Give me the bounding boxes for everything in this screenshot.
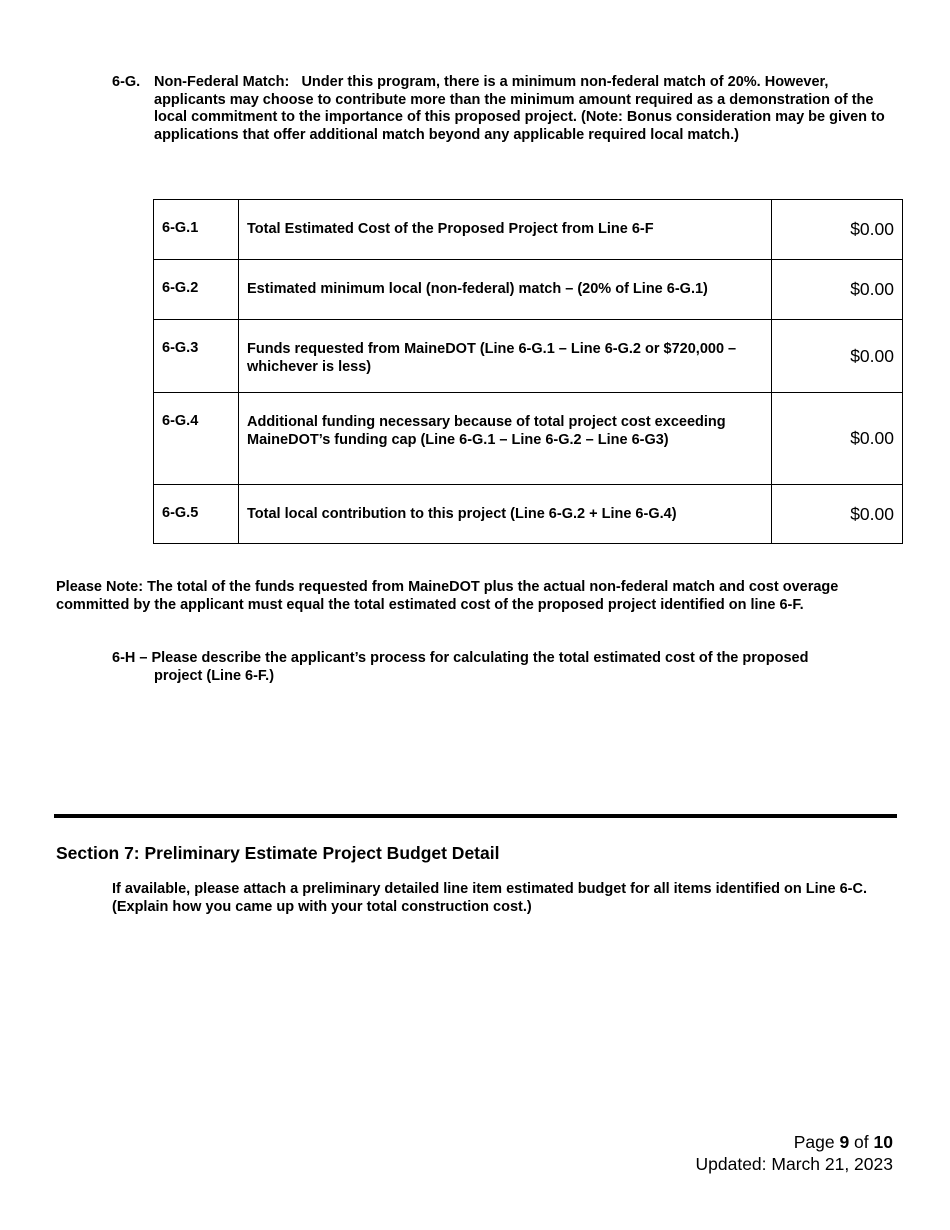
- row-amount-field[interactable]: $0.00: [772, 320, 903, 393]
- total-pages: 10: [873, 1132, 893, 1152]
- page-prefix: Page: [793, 1132, 835, 1152]
- row-description: Additional funding necessary because of total project cost exceeding MaineDOT’s funding cap (Line 6-G.1 – Line 6-G.2 – Line 6-G3): [239, 393, 772, 485]
- row-amount-field[interactable]: $0.00: [772, 200, 903, 260]
- section-6h-line1: 6-H – Please describe the applicant’s process for calculating the total estimated cost of the proposed: [112, 650, 809, 666]
- page-of: of: [854, 1132, 869, 1152]
- section-divider: [54, 814, 897, 818]
- please-note: Please Note: The total of the funds requested from MaineDOT plus the actual non-federal match and cost overage committed by the applicant must equal the total estimated cost of the proposed project identified on line 6-F.: [56, 579, 839, 613]
- page-number: [696, 1131, 894, 1153]
- page-footer: [696, 1131, 894, 1175]
- section-6g-heading: Non-Federal Match:: [154, 74, 290, 90]
- row-amount-field[interactable]: $0.00: [772, 393, 903, 485]
- row-code: 6-G.4: [154, 393, 239, 485]
- section-7-instructions: If available, please attach a preliminary detailed line item estimated budget for all items identified on Line 6-C. (Explain how you came up with your total construction cost.): [112, 881, 868, 915]
- section-7-title: Section 7: Preliminary Estimate Project Budget Detail: [56, 843, 500, 863]
- section-6g-first-line: [112, 74, 902, 92]
- row-description: Total local contribution to this project (Line 6-G.2 + Line 6-G.4): [239, 485, 772, 544]
- row-code: 6-G.2: [154, 260, 239, 320]
- row-amount-field[interactable]: $0.00: [772, 260, 903, 320]
- section-6g: [112, 74, 902, 144]
- table-row: [154, 320, 903, 393]
- table-row: [154, 393, 903, 485]
- table-row: [154, 260, 903, 320]
- row-description: Estimated minimum local (non-federal) match – (20% of Line 6-G.1): [239, 260, 772, 320]
- row-code: 6-G.1: [154, 200, 239, 260]
- row-description: Total Estimated Cost of the Proposed Project from Line 6-F: [239, 200, 772, 260]
- row-code: 6-G.5: [154, 485, 239, 544]
- section-6g-continuation: applicants may choose to contribute more than the minimum amount required as a demonstration of the local commitment to the importance of this proposed project. (Note: Bonus consideration may be given to applications that offer additional match beyond any applicable required local match.): [154, 91, 885, 143]
- table-row: [154, 200, 903, 260]
- row-amount-field[interactable]: $0.00: [772, 485, 903, 544]
- section-6h: [112, 650, 902, 685]
- current-page: 9: [839, 1132, 850, 1152]
- table-row: [154, 485, 903, 544]
- row-code: 6-G.3: [154, 320, 239, 393]
- row-description: Funds requested from MaineDOT (Line 6-G.1 – Line 6-G.2 or $720,000 – whichever is less): [239, 320, 772, 393]
- match-table: [153, 199, 903, 544]
- updated-date: Updated: March 21, 2023: [695, 1154, 893, 1174]
- section-6h-line2: project (Line 6-F.): [154, 667, 275, 684]
- section-6g-line1: Under this program, there is a minimum non-federal match of 20%. However,: [301, 74, 829, 90]
- section-6g-label: 6-G.: [112, 74, 141, 90]
